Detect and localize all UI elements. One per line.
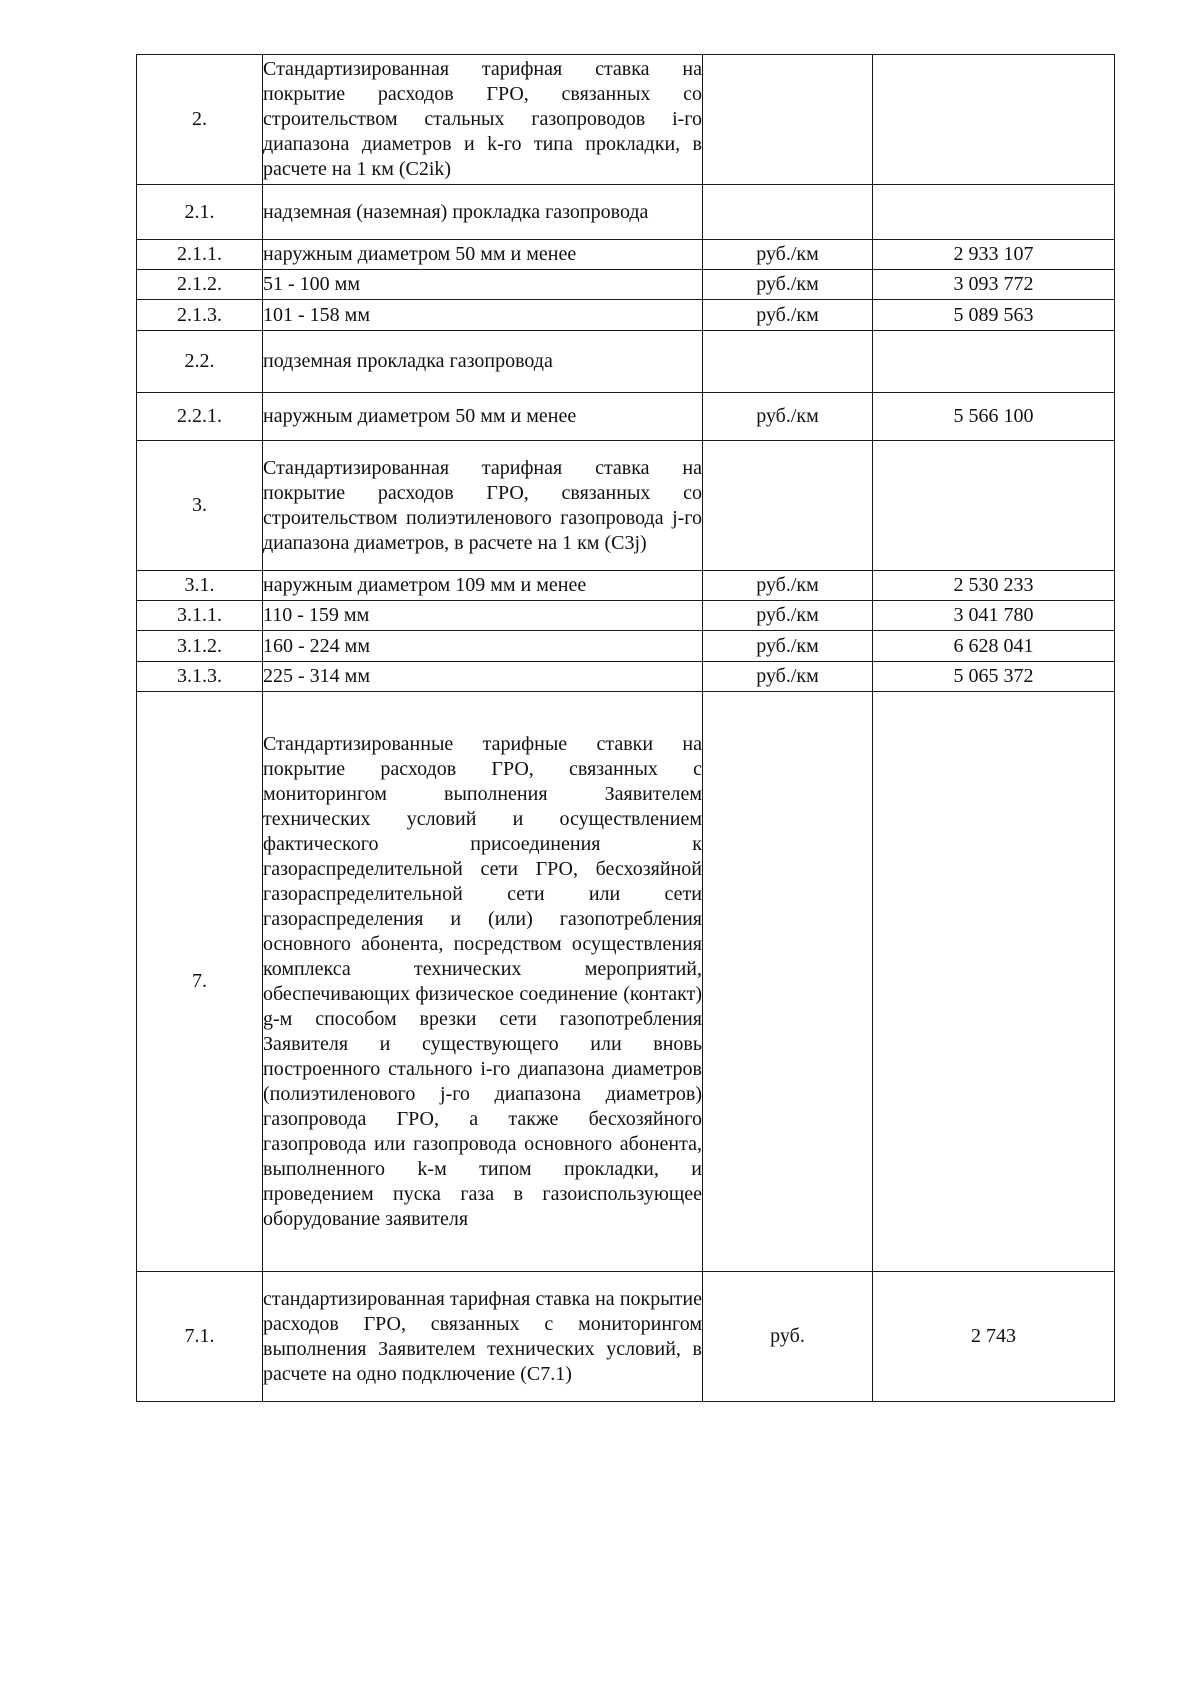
row-value: 5 065 372 [873,662,1115,692]
row-value: 2 743 [873,1272,1115,1402]
table-row [137,601,1115,631]
row-unit [703,692,873,1272]
row-number: 3. [137,441,263,571]
row-description: наружным диаметром 50 мм и менее [263,393,703,441]
row-unit: руб./км [703,300,873,331]
row-number: 2.1.3. [137,300,263,331]
row-description: наружным диаметром 109 мм и менее [263,571,703,601]
table-row [137,185,1115,240]
row-unit: руб./км [703,571,873,601]
row-value [873,331,1115,393]
row-description: 225 - 314 мм [263,662,703,692]
row-value: 5 566 100 [873,393,1115,441]
row-value [873,692,1115,1272]
table-row [137,692,1115,1272]
row-number: 2.1.1. [137,240,263,270]
row-number: 2.2. [137,331,263,393]
row-value [873,185,1115,240]
row-number: 3.1.3. [137,662,263,692]
row-unit [703,441,873,571]
row-description: 110 - 159 мм [263,601,703,631]
row-unit [703,55,873,185]
row-unit: руб./км [703,270,873,300]
table-row [137,393,1115,441]
row-description: Стандартизированная тарифная ставка на покрытие расходов ГРО, связанных со строительством стальных газопроводов i-го диапазона диаметров и k-го типа прокладки, в расчете на 1 км (C2ik) [263,55,703,185]
row-unit: руб. [703,1272,873,1402]
table-row [137,441,1115,571]
row-unit [703,185,873,240]
table-row [137,270,1115,300]
row-unit: руб./км [703,240,873,270]
table-row [137,55,1115,185]
table-row [137,662,1115,692]
row-description: стандартизированная тарифная ставка на покрытие расходов ГРО, связанных с мониторингом выполнения Заявителем технических условий, в расчете на одно подключение (C7.1) [263,1272,703,1402]
row-number: 2. [137,55,263,185]
table-row [137,631,1115,662]
row-description: Стандартизированная тарифная ставка на покрытие расходов ГРО, связанных со строительством полиэтиленового газопровода j-го диапазона диаметров, в расчете на 1 км (C3j) [263,441,703,571]
row-value: 3 041 780 [873,601,1115,631]
table-row [137,1272,1115,1402]
row-description: 101 - 158 мм [263,300,703,331]
row-number: 3.1.2. [137,631,263,662]
row-number: 7. [137,692,263,1272]
row-unit [703,331,873,393]
row-number: 3.1.1. [137,601,263,631]
row-description: 160 - 224 мм [263,631,703,662]
row-number: 2.1. [137,185,263,240]
row-value: 2 530 233 [873,571,1115,601]
row-description: наружным диаметром 50 мм и менее [263,240,703,270]
row-unit: руб./км [703,662,873,692]
row-number: 2.2.1. [137,393,263,441]
row-description: подземная прокладка газопровода [263,331,703,393]
row-number: 3.1. [137,571,263,601]
row-value: 5 089 563 [873,300,1115,331]
tariff-rates-table [136,54,1115,1402]
row-unit: руб./км [703,601,873,631]
row-value: 6 628 041 [873,631,1115,662]
row-number: 2.1.2. [137,270,263,300]
row-unit: руб./км [703,631,873,662]
row-description: Стандартизированные тарифные ставки на покрытие расходов ГРО, связанных с мониторингом выполнения Заявителем технических условий и осуществлением фактического присоединения к газораспределительной сети ГРО, бесхозяйной газораспределительной сети или сети газораспределения и (или) газопотребления основного абонента, посредством осуществления комплекса технических мероприятий, обеспечивающих физическое соединение (контакт) g-м способом врезки сети газопотребления Заявителя и существующего или вновь построенного стального i-го диапазона диаметров (полиэтиленового j-го диапазона диаметров) газопровода ГРО, а также бесхозяйного газопровода или газопровода основного абонента, выполненного k-м типом прокладки, и проведением пуска газа в газоиспользующее оборудование заявителя [263,692,703,1272]
table-row [137,240,1115,270]
table-row [137,300,1115,331]
row-unit: руб./км [703,393,873,441]
row-value: 2 933 107 [873,240,1115,270]
table-row [137,331,1115,393]
row-number: 7.1. [137,1272,263,1402]
row-value [873,441,1115,571]
row-description: надземная (наземная) прокладка газопровода [263,185,703,240]
row-value [873,55,1115,185]
table-row [137,571,1115,601]
row-description: 51 - 100 мм [263,270,703,300]
row-value: 3 093 772 [873,270,1115,300]
